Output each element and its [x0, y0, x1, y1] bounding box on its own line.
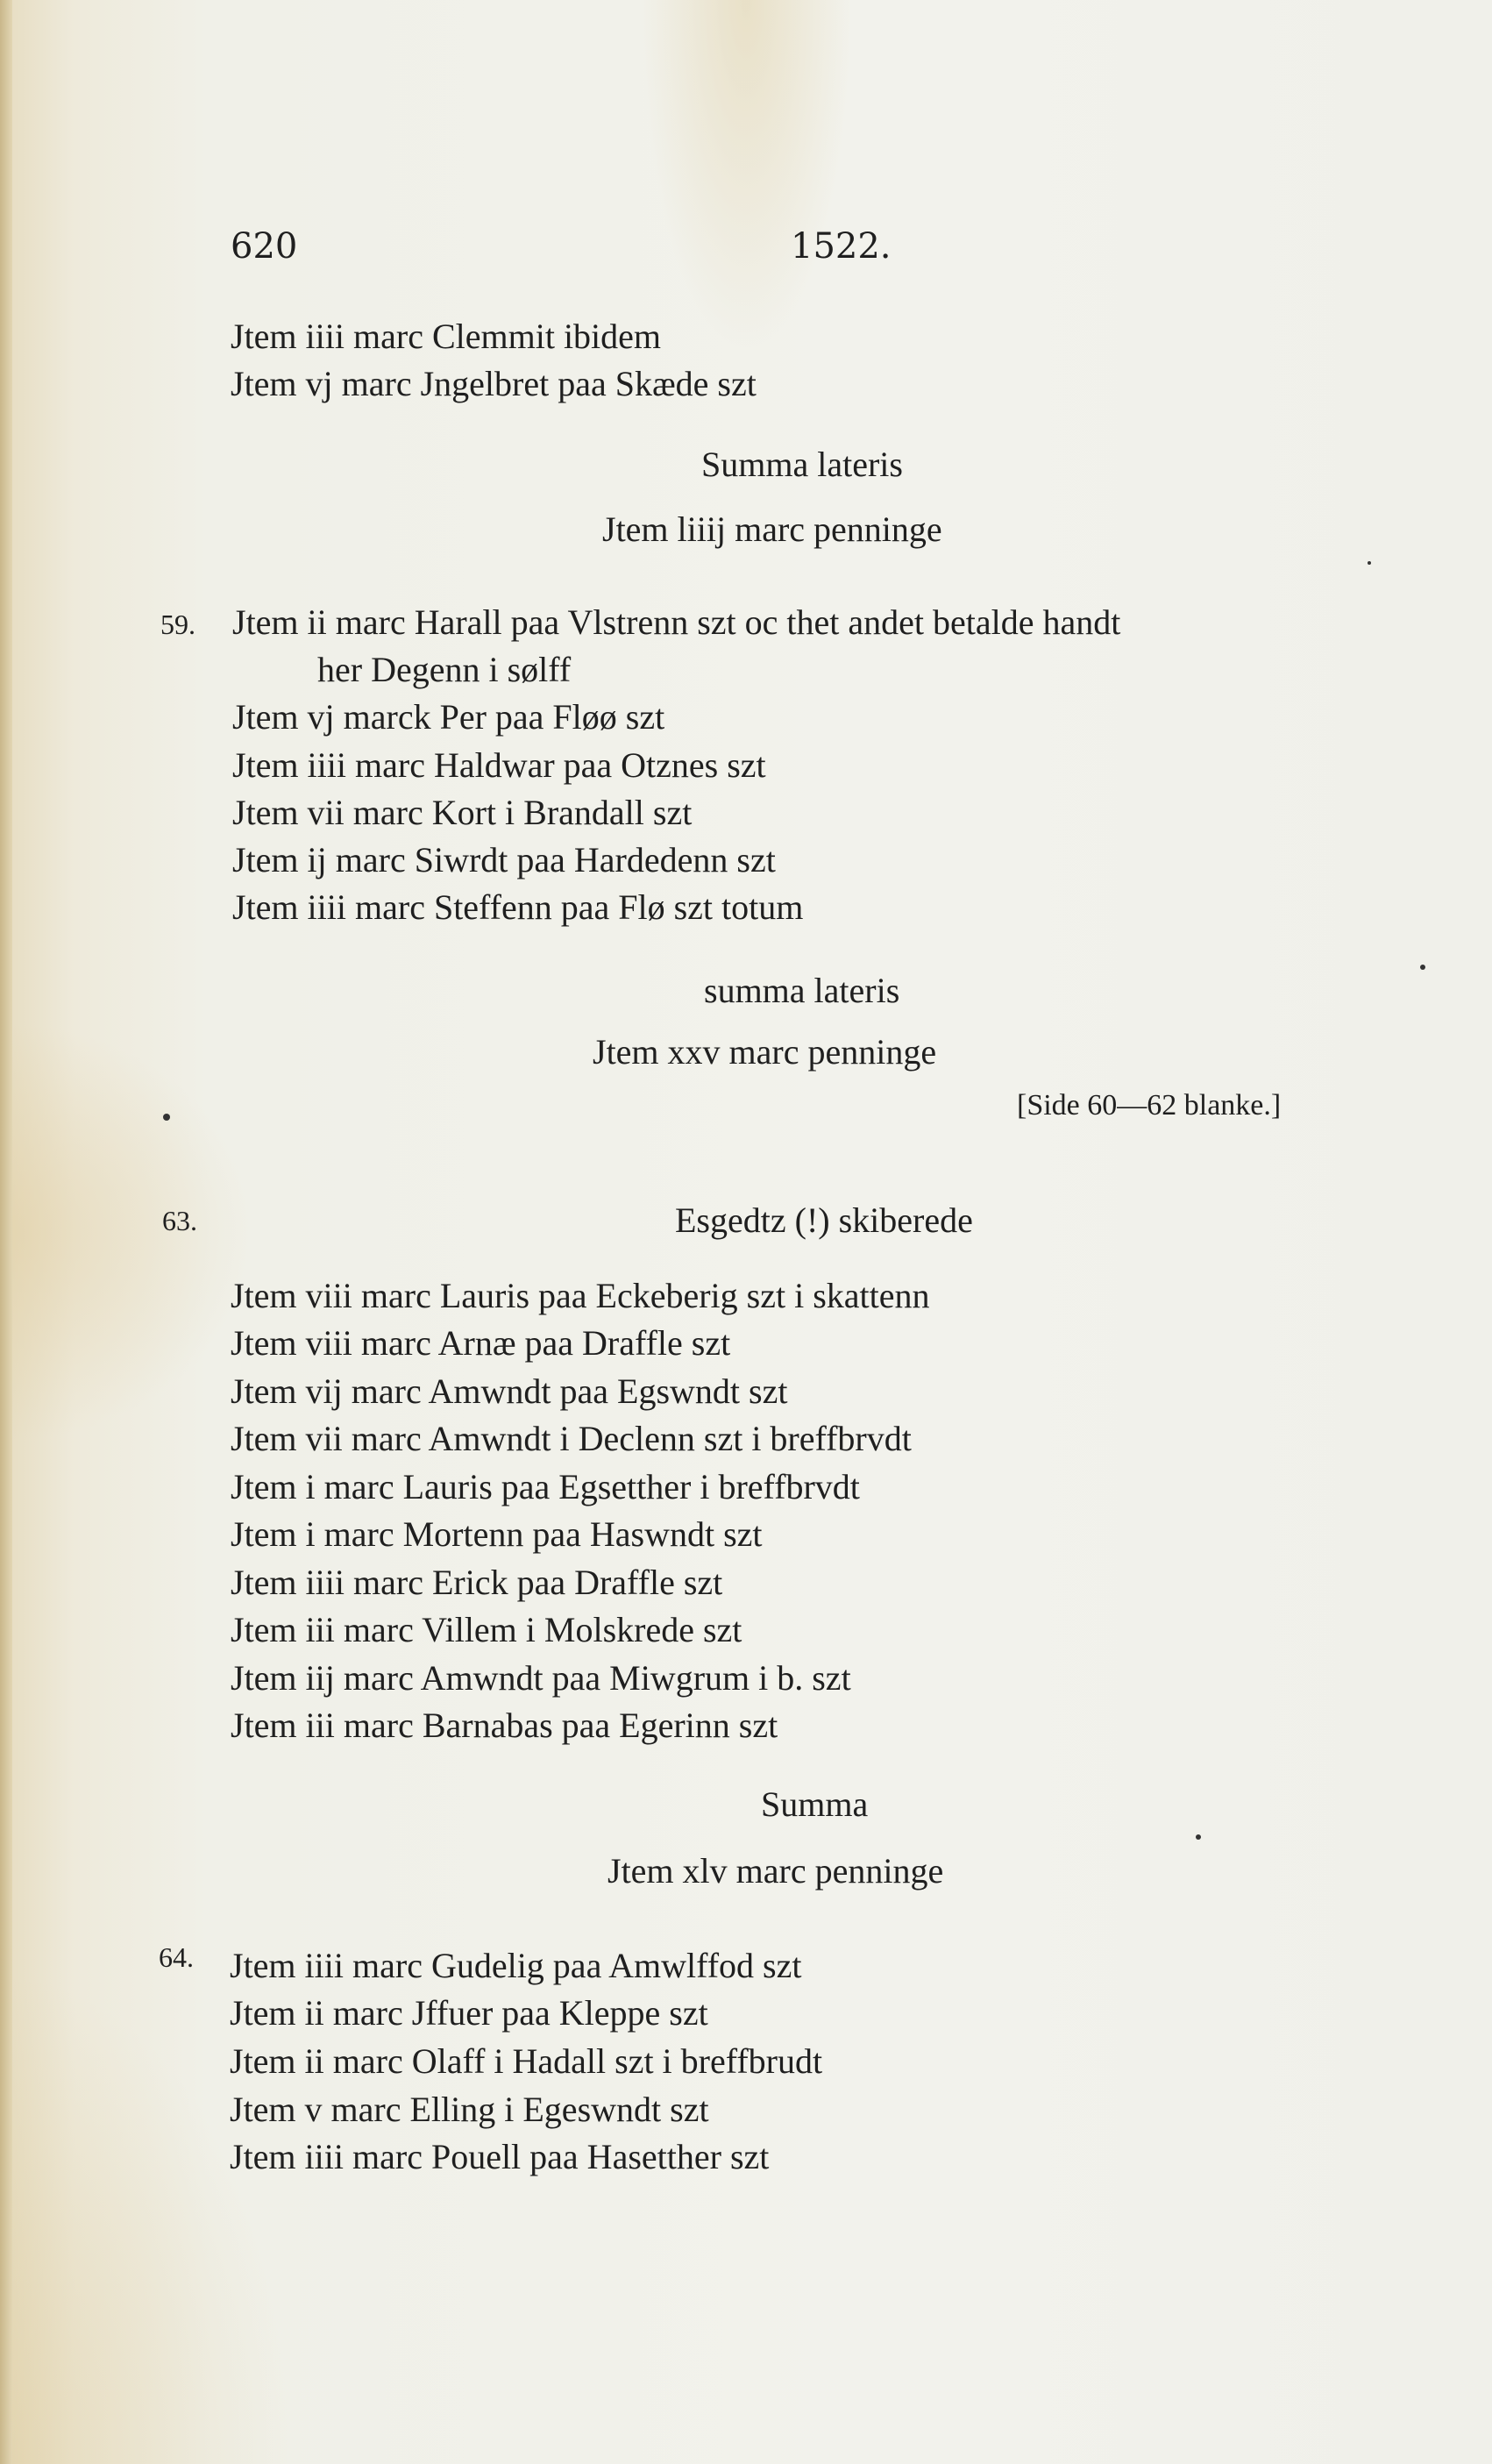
entry-number: 59.	[160, 609, 195, 640]
text-line: Jtem ii marc Harall paa Vlstrenn szt oc thet andet betalde handt	[232, 602, 1121, 642]
text-line: Jtem iiii marc Haldwar paa Otznes szt	[232, 745, 766, 785]
text-line: Jtem iiii marc Erick paa Draffle szt	[231, 1563, 723, 1602]
section-heading: Esgedtz (!) skiberede	[675, 1200, 973, 1240]
text-line: Jtem vii marc Amwndt i Declenn szt i breffbrvdt	[231, 1419, 912, 1458]
text-line: Jtem vij marc Amwndt paa Egswndt szt	[231, 1371, 788, 1411]
text-line: Jtem v marc Elling i Egeswndt szt	[230, 2090, 709, 2129]
entry-number: 63.	[162, 1205, 197, 1236]
text-line: Jtem iiii marc Pouell paa Hasetther szt	[230, 2137, 770, 2176]
text-line: Jtem viii marc Lauris paa Eckeberig szt i skattenn	[231, 1276, 930, 1315]
text-line: Jtem iij marc Amwndt paa Miwgrum i b. szt	[231, 1658, 851, 1698]
summa-label: summa lateris	[704, 971, 900, 1010]
text-line: Jtem iii marc Villem i Molskrede szt	[231, 1610, 742, 1649]
total-line: Jtem xlv marc penninge	[607, 1851, 944, 1891]
text-line: Jtem iiii marc Gudelig paa Amwlffod szt	[230, 1946, 802, 1985]
text-line: Jtem i marc Mortenn paa Haswndt szt	[231, 1514, 763, 1554]
scan-speck	[1196, 1834, 1201, 1840]
text-line: Jtem ii marc Jffuer paa Kleppe szt	[230, 1993, 708, 2033]
text-line: Jtem viii marc Arnæ paa Draffle szt	[231, 1323, 731, 1363]
text-line: Jtem iiii marc Clemmit ibidem	[231, 317, 662, 356]
summa-label: Summa lateris	[701, 445, 903, 484]
text-line: Jtem vj marc Jngelbret paa Skæde szt	[231, 364, 757, 403]
text-line: her Degenn i sølff	[317, 650, 572, 689]
editorial-note: [Side 60—62 blanke.]	[1017, 1089, 1282, 1122]
text-line: Jtem iiii marc Steffenn paa Flø szt totum	[232, 887, 804, 927]
text-line: Jtem vj marck Per paa Fløø szt	[232, 697, 665, 737]
text-line: Jtem vii marc Kort i Brandall szt	[232, 793, 693, 832]
text-line: Jtem ii marc Olaff i Hadall szt i breffbrudt	[230, 2041, 823, 2081]
scan-speck	[163, 1114, 170, 1121]
total-line: Jtem liiij marc penninge	[602, 509, 942, 549]
page-number: 620	[231, 226, 298, 267]
page-edge-shadow	[0, 0, 12, 2464]
scan-speck	[1368, 561, 1371, 565]
total-line: Jtem xxv marc penninge	[593, 1032, 937, 1072]
page-year: 1522.	[791, 226, 892, 267]
text-line: Jtem iii marc Barnabas paa Egerinn szt	[231, 1706, 778, 1745]
scan-speck	[1420, 965, 1425, 970]
text-line: Jtem ij marc Siwrdt paa Hardedenn szt	[232, 840, 776, 879]
entry-number: 64.	[159, 1941, 194, 1973]
summa-label: Summa	[761, 1784, 869, 1824]
text-line: Jtem i marc Lauris paa Egsetther i breffbrvdt	[231, 1467, 860, 1506]
